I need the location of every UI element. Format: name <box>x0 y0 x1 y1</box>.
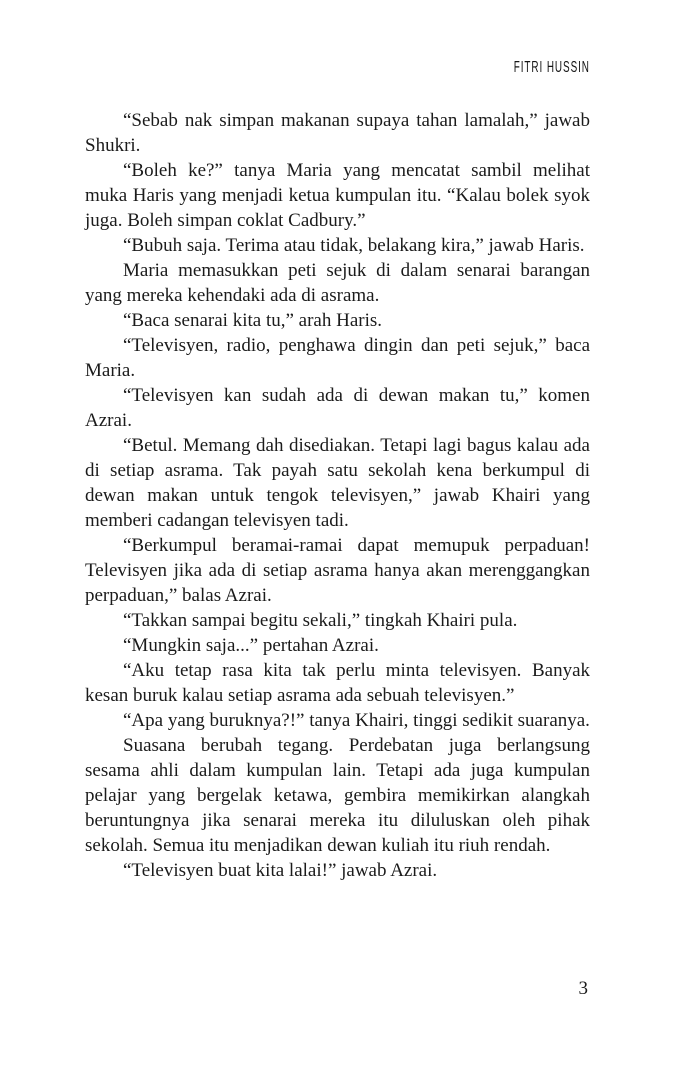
paragraph: “Mungkin saja...” pertahan Azrai. <box>123 635 379 656</box>
paragraph: “Apa yang buruknya?!” tanya Khairi, tinggi sedikit suaranya. <box>123 710 590 731</box>
paragraph: “Televisyen, radio, penghawa dingin dan peti sejuk,” baca Maria. <box>85 335 590 381</box>
paragraph: “Televisyen kan sudah ada di dewan makan tu,” komen Azrai. <box>85 385 590 431</box>
paragraph: “Sebab nak simpan makanan supaya tahan lamalah,” jawab Shukri. <box>85 110 590 156</box>
paragraph: “Baca senarai kita tu,” arah Haris. <box>123 310 383 331</box>
paragraph: “Aku tetap rasa kita tak perlu minta televisyen. Banyak kesan buruk kalau setiap asrama ada sebuah televisyen.” <box>85 660 590 706</box>
body-text <box>85 108 590 883</box>
paragraph: Suasana berubah tegang. Perdebatan juga berlangsung sesama ahli dalam kumpulan lain. Tetapi ada juga kumpulan pelajar yang bergelak ketawa, gembira memikirkan alangkah beruntungnya jika senarai mereka itu diluluskan oleh pihak sekolah. Semua itu menjadikan dewan kuliah itu riuh rendah. <box>85 735 590 856</box>
paragraph: “Televisyen buat kita lalai!” jawab Azrai. <box>123 860 438 881</box>
paragraph: “Boleh ke?” tanya Maria yang mencatat sambil melihat muka Haris yang menjadi ketua kumpulan itu. “Kalau bolek syok juga. Boleh simpan coklat Cadbury.” <box>85 160 590 231</box>
paragraph: “Berkumpul beramai-ramai dapat memupuk perpaduan! Televisyen jika ada di setiap asrama hanya akan merenggangkan perpaduan,” balas Azrai. <box>85 535 590 606</box>
paragraph: “Betul. Memang dah disediakan. Tetapi lagi bagus kalau ada di setiap asrama. Tak payah satu sekolah kena berkumpul di dewan makan untuk tengok televisyen,” jawab Khairi yang memberi cadangan televisyen tadi. <box>85 435 590 531</box>
paragraph: “Takkan sampai begitu sekali,” tingkah Khairi pula. <box>123 610 518 631</box>
paragraph: Maria memasukkan peti sejuk di dalam senarai barangan yang mereka kehendaki ada di asrama. <box>85 260 590 306</box>
paragraph: “Bubuh saja. Terima atau tidak, belakang kira,” jawab Haris. <box>123 235 585 256</box>
page-number: 3 <box>578 978 588 999</box>
running-header-author: FITRI HUSSIN <box>513 59 590 76</box>
